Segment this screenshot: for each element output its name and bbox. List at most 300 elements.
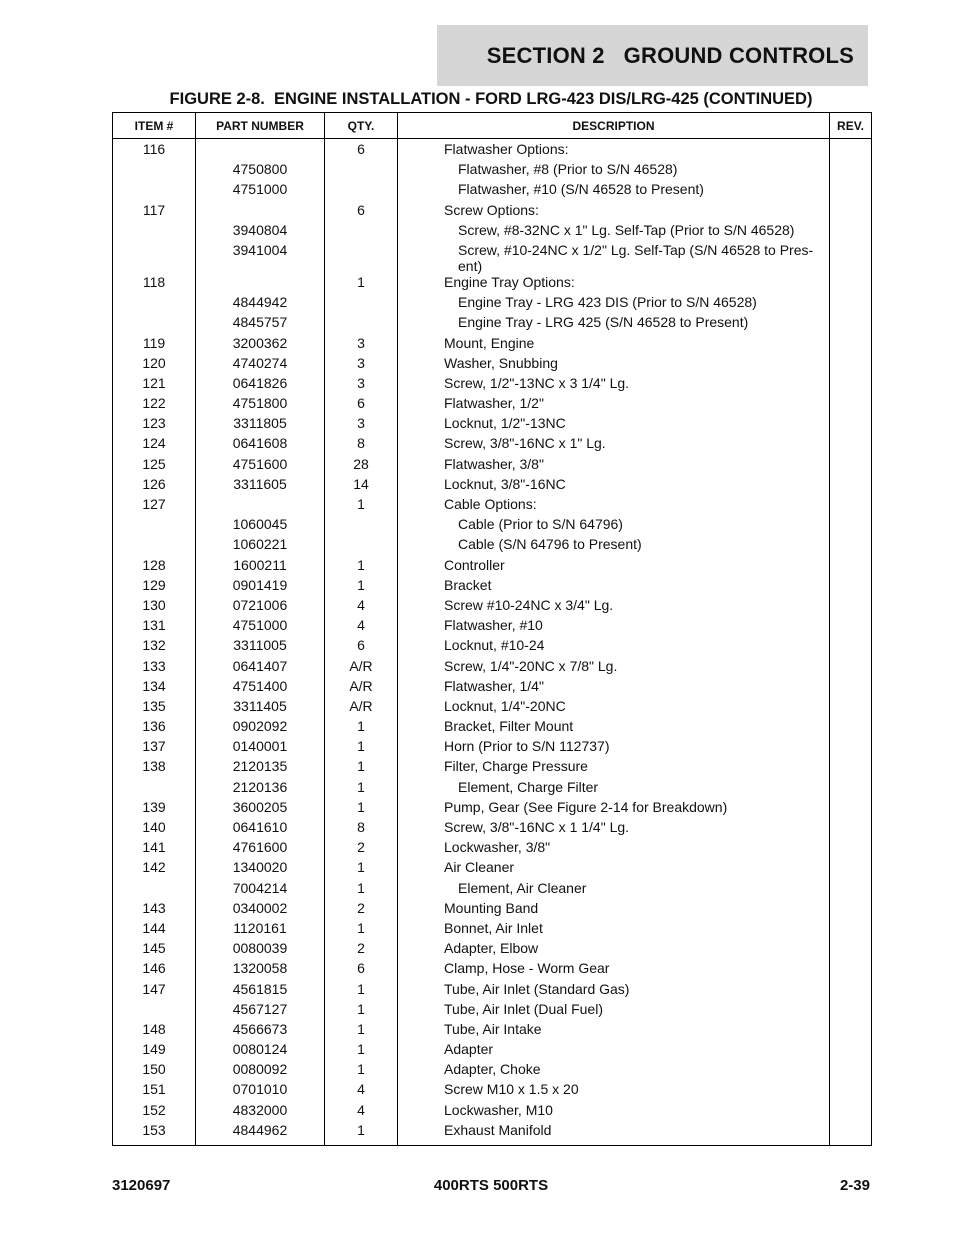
cell-part-number: 4751400 (196, 678, 325, 698)
cell-description: Locknut, 1/4"-20NC (398, 698, 830, 718)
table-row (113, 1102, 872, 1122)
cell-revision (830, 496, 872, 516)
cell-quantity (325, 161, 398, 181)
cell-revision (830, 1021, 872, 1041)
cell-quantity: 1 (325, 1041, 398, 1061)
cell-description: Air Cleaner (398, 859, 830, 879)
cell-description: Engine Tray - LRG 423 DIS (Prior to S/N 46528) (398, 294, 830, 314)
cell-revision (830, 940, 872, 960)
cell-item-number: 122 (113, 395, 196, 415)
table-row (113, 597, 872, 617)
cell-part-number: 4832000 (196, 1102, 325, 1122)
cell-quantity: 1 (325, 738, 398, 758)
cell-item-number: 116 (113, 139, 196, 162)
cell-item-number: 131 (113, 617, 196, 637)
cell-part-number (196, 139, 325, 162)
cell-revision (830, 274, 872, 294)
cell-quantity: 2 (325, 900, 398, 920)
cell-quantity (325, 181, 398, 201)
cell-part-number (196, 202, 325, 222)
cell-quantity (325, 222, 398, 242)
cell-description: Flatwasher Options: (398, 139, 830, 162)
cell-description: Flatwasher, 1/4" (398, 678, 830, 698)
cell-description: Adapter, Elbow (398, 940, 830, 960)
table-row (113, 435, 872, 455)
cell-part-number: 4844942 (196, 294, 325, 314)
cell-quantity: 28 (325, 456, 398, 476)
column-header-rev: REV. (830, 113, 872, 139)
cell-quantity: 1 (325, 779, 398, 799)
cell-description: Screw, 1/4"-20NC x 7/8" Lg. (398, 658, 830, 678)
cell-item-number: 150 (113, 1061, 196, 1081)
table-row (113, 1041, 872, 1061)
cell-part-number: 4751600 (196, 456, 325, 476)
cell-description: Cable (S/N 64796 to Present) (398, 536, 830, 556)
table-header-row (113, 113, 872, 139)
cell-revision (830, 202, 872, 222)
cell-revision (830, 839, 872, 859)
table-row (113, 940, 872, 960)
cell-revision (830, 476, 872, 496)
table-row (113, 476, 872, 496)
cell-description: Filter, Charge Pressure (398, 758, 830, 778)
table-row (113, 274, 872, 294)
cell-description: Flatwasher, #10 (S/N 46528 to Present) (398, 181, 830, 201)
cell-part-number: 4750800 (196, 161, 325, 181)
cell-item-number (113, 1001, 196, 1021)
cell-quantity: 1 (325, 981, 398, 1001)
table-row (113, 758, 872, 778)
cell-revision (830, 557, 872, 577)
cell-part-number: 0140001 (196, 738, 325, 758)
cell-description: Horn (Prior to S/N 112737) (398, 738, 830, 758)
cell-revision (830, 456, 872, 476)
cell-item-number (113, 181, 196, 201)
cell-part-number: 1060221 (196, 536, 325, 556)
cell-quantity: 1 (325, 577, 398, 597)
cell-quantity: 1 (325, 496, 398, 516)
cell-description: Screw, 3/8"-16NC x 1" Lg. (398, 435, 830, 455)
cell-item-number: 124 (113, 435, 196, 455)
table-row (113, 900, 872, 920)
table-row (113, 718, 872, 738)
cell-quantity: 3 (325, 355, 398, 375)
cell-description: Screw, #10-24NC x 1/2" Lg. Self-Tap (S/N 46528 to Pres-ent) (398, 242, 830, 274)
cell-quantity: 1 (325, 274, 398, 294)
cell-part-number: 4751000 (196, 617, 325, 637)
cell-item-number: 130 (113, 597, 196, 617)
cell-item-number: 133 (113, 658, 196, 678)
cell-description: Locknut, 1/2"-13NC (398, 415, 830, 435)
cell-revision (830, 1122, 872, 1146)
cell-revision (830, 1061, 872, 1081)
cell-item-number: 147 (113, 981, 196, 1001)
table-row (113, 557, 872, 577)
table-row (113, 658, 872, 678)
cell-quantity: 1 (325, 859, 398, 879)
cell-item-number: 126 (113, 476, 196, 496)
cell-part-number: 0080039 (196, 940, 325, 960)
cell-description: Mount, Engine (398, 335, 830, 355)
cell-quantity: 4 (325, 1102, 398, 1122)
table-row (113, 779, 872, 799)
cell-quantity (325, 242, 398, 274)
cell-quantity: 3 (325, 375, 398, 395)
cell-quantity: 1 (325, 718, 398, 738)
cell-quantity: 1 (325, 1122, 398, 1146)
table-row (113, 617, 872, 637)
cell-quantity: 2 (325, 940, 398, 960)
table-row (113, 202, 872, 222)
cell-description: Screw #10-24NC x 3/4" Lg. (398, 597, 830, 617)
cell-item-number: 149 (113, 1041, 196, 1061)
cell-item-number: 153 (113, 1122, 196, 1146)
cell-revision (830, 577, 872, 597)
cell-part-number: 2120135 (196, 758, 325, 778)
cell-part-number: 4566673 (196, 1021, 325, 1041)
cell-quantity: A/R (325, 678, 398, 698)
cell-description: Locknut, 3/8"-16NC (398, 476, 830, 496)
cell-item-number: 144 (113, 920, 196, 940)
cell-item-number: 128 (113, 557, 196, 577)
table-row (113, 516, 872, 536)
cell-part-number: 1340020 (196, 859, 325, 879)
cell-revision (830, 435, 872, 455)
column-header-qty: QTY. (325, 113, 398, 139)
table-row (113, 294, 872, 314)
table-row (113, 577, 872, 597)
cell-part-number: 4844962 (196, 1122, 325, 1146)
cell-description: Element, Charge Filter (398, 779, 830, 799)
table-row (113, 139, 872, 162)
cell-revision (830, 819, 872, 839)
cell-part-number: 0641610 (196, 819, 325, 839)
cell-revision (830, 335, 872, 355)
cell-part-number: 4740274 (196, 355, 325, 375)
cell-quantity: 1 (325, 920, 398, 940)
cell-item-number (113, 222, 196, 242)
cell-item-number: 117 (113, 202, 196, 222)
cell-revision (830, 355, 872, 375)
table-row (113, 637, 872, 657)
cell-revision (830, 900, 872, 920)
cell-revision (830, 859, 872, 879)
cell-item-number: 135 (113, 698, 196, 718)
cell-item-number: 127 (113, 496, 196, 516)
cell-description: Adapter (398, 1041, 830, 1061)
cell-part-number: 0641407 (196, 658, 325, 678)
cell-revision (830, 981, 872, 1001)
table-row (113, 335, 872, 355)
cell-part-number: 4761600 (196, 839, 325, 859)
cell-description: Cable Options: (398, 496, 830, 516)
column-header-item: ITEM # (113, 113, 196, 139)
cell-revision (830, 637, 872, 657)
figure-title: FIGURE 2-8. ENGINE INSTALLATION - FORD LRG-423 DIS/LRG-425 (CONTINUED) (169, 90, 813, 108)
cell-item-number: 145 (113, 940, 196, 960)
cell-item-number: 148 (113, 1021, 196, 1041)
cell-item-number: 151 (113, 1081, 196, 1101)
cell-revision (830, 658, 872, 678)
table-row (113, 536, 872, 556)
table-row (113, 1081, 872, 1101)
cell-item-number (113, 880, 196, 900)
table-row (113, 222, 872, 242)
parts-table (112, 112, 872, 1146)
cell-quantity: 1 (325, 1061, 398, 1081)
cell-item-number: 121 (113, 375, 196, 395)
cell-description: Flatwasher, 3/8" (398, 456, 830, 476)
cell-quantity: A/R (325, 698, 398, 718)
cell-item-number (113, 294, 196, 314)
cell-item-number (113, 516, 196, 536)
cell-description: Flatwasher, 1/2" (398, 395, 830, 415)
cell-part-number: 1600211 (196, 557, 325, 577)
cell-revision (830, 536, 872, 556)
cell-item-number: 137 (113, 738, 196, 758)
cell-revision (830, 678, 872, 698)
cell-description: Lockwasher, 3/8" (398, 839, 830, 859)
table-row (113, 1021, 872, 1041)
table-row (113, 960, 872, 980)
cell-item-number: 142 (113, 859, 196, 879)
cell-part-number: 3200362 (196, 335, 325, 355)
cell-revision (830, 395, 872, 415)
cell-item-number: 118 (113, 274, 196, 294)
cell-quantity (325, 516, 398, 536)
cell-quantity: 3 (325, 335, 398, 355)
cell-part-number: 0901419 (196, 577, 325, 597)
cell-description: Controller (398, 557, 830, 577)
table-row (113, 738, 872, 758)
cell-description: Element, Air Cleaner (398, 880, 830, 900)
cell-quantity (325, 294, 398, 314)
table-row (113, 1122, 872, 1146)
cell-part-number (196, 274, 325, 294)
cell-description: Tube, Air Inlet (Standard Gas) (398, 981, 830, 1001)
cell-description: Bracket, Filter Mount (398, 718, 830, 738)
cell-description: Washer, Snubbing (398, 355, 830, 375)
cell-quantity: 1 (325, 880, 398, 900)
cell-part-number (196, 496, 325, 516)
page-footer (112, 1177, 870, 1197)
cell-item-number: 139 (113, 799, 196, 819)
cell-description: Bracket (398, 577, 830, 597)
table-row (113, 819, 872, 839)
cell-quantity (325, 314, 398, 334)
cell-revision (830, 161, 872, 181)
table-row (113, 981, 872, 1001)
cell-revision (830, 920, 872, 940)
cell-part-number: 1060045 (196, 516, 325, 536)
cell-revision (830, 718, 872, 738)
table-row (113, 456, 872, 476)
cell-part-number: 0080124 (196, 1041, 325, 1061)
cell-item-number: 136 (113, 718, 196, 738)
cell-revision (830, 698, 872, 718)
cell-quantity: A/R (325, 658, 398, 678)
cell-item-number: 141 (113, 839, 196, 859)
cell-part-number: 4845757 (196, 314, 325, 334)
cell-quantity: 1 (325, 1021, 398, 1041)
cell-description: Locknut, #10-24 (398, 637, 830, 657)
cell-part-number: 7004214 (196, 880, 325, 900)
cell-part-number: 2120136 (196, 779, 325, 799)
cell-item-number: 119 (113, 335, 196, 355)
cell-part-number: 4751000 (196, 181, 325, 201)
cell-quantity: 3 (325, 415, 398, 435)
cell-item-number (113, 161, 196, 181)
cell-quantity: 4 (325, 1081, 398, 1101)
cell-revision (830, 294, 872, 314)
cell-item-number: 132 (113, 637, 196, 657)
cell-revision (830, 139, 872, 162)
cell-revision (830, 1102, 872, 1122)
cell-item-number: 134 (113, 678, 196, 698)
cell-description: Pump, Gear (See Figure 2-14 for Breakdown) (398, 799, 830, 819)
cell-description: Exhaust Manifold (398, 1122, 830, 1146)
cell-quantity: 6 (325, 960, 398, 980)
cell-description: Screw, 3/8"-16NC x 1 1/4" Lg. (398, 819, 830, 839)
cell-description: Cable (Prior to S/N 64796) (398, 516, 830, 536)
cell-quantity: 1 (325, 799, 398, 819)
cell-part-number: 0340002 (196, 900, 325, 920)
cell-description: Clamp, Hose - Worm Gear (398, 960, 830, 980)
cell-description: Mounting Band (398, 900, 830, 920)
table-row (113, 698, 872, 718)
table-row (113, 314, 872, 334)
cell-revision (830, 738, 872, 758)
cell-description: Screw, 1/2"-13NC x 3 1/4" Lg. (398, 375, 830, 395)
cell-part-number: 3311805 (196, 415, 325, 435)
cell-revision (830, 314, 872, 334)
cell-description: Engine Tray - LRG 425 (S/N 46528 to Present) (398, 314, 830, 334)
cell-description: Screw Options: (398, 202, 830, 222)
cell-description: Engine Tray Options: (398, 274, 830, 294)
footer-page-number: 2-39 (839, 1177, 870, 1194)
parts-table-body (113, 139, 872, 1146)
cell-part-number: 3311605 (196, 476, 325, 496)
cell-quantity (325, 536, 398, 556)
cell-item-number: 152 (113, 1102, 196, 1122)
cell-description: Tube, Air Intake (398, 1021, 830, 1041)
cell-description: Flatwasher, #10 (398, 617, 830, 637)
table-row (113, 395, 872, 415)
cell-revision (830, 597, 872, 617)
cell-revision (830, 799, 872, 819)
cell-quantity: 2 (325, 839, 398, 859)
cell-revision (830, 960, 872, 980)
cell-part-number: 4567127 (196, 1001, 325, 1021)
cell-revision (830, 779, 872, 799)
cell-part-number: 0721006 (196, 597, 325, 617)
cell-item-number (113, 314, 196, 334)
cell-quantity: 6 (325, 202, 398, 222)
cell-item-number: 120 (113, 355, 196, 375)
cell-description: Screw, #8-32NC x 1" Lg. Self-Tap (Prior to S/N 46528) (398, 222, 830, 242)
cell-item-number (113, 536, 196, 556)
cell-part-number: 0641826 (196, 375, 325, 395)
cell-part-number: 3311405 (196, 698, 325, 718)
cell-item-number: 129 (113, 577, 196, 597)
cell-part-number: 4751800 (196, 395, 325, 415)
section-title: SECTION 2 GROUND CONTROLS (486, 42, 854, 68)
table-row (113, 161, 872, 181)
cell-item-number (113, 242, 196, 274)
cell-part-number: 0701010 (196, 1081, 325, 1101)
cell-quantity: 14 (325, 476, 398, 496)
cell-quantity: 1 (325, 557, 398, 577)
table-row (113, 920, 872, 940)
cell-part-number: 3940804 (196, 222, 325, 242)
cell-part-number: 0641608 (196, 435, 325, 455)
footer-doc-number: 3120697 (112, 1177, 171, 1194)
cell-revision (830, 415, 872, 435)
cell-quantity: 8 (325, 819, 398, 839)
cell-item-number: 140 (113, 819, 196, 839)
cell-item-number (113, 779, 196, 799)
cell-quantity: 4 (325, 597, 398, 617)
cell-quantity: 6 (325, 139, 398, 162)
cell-description: Lockwasher, M10 (398, 1102, 830, 1122)
cell-part-number: 4561815 (196, 981, 325, 1001)
table-row (113, 181, 872, 201)
cell-quantity: 1 (325, 1001, 398, 1021)
cell-revision (830, 242, 872, 274)
column-header-part-number: PART NUMBER (196, 113, 325, 139)
table-row (113, 375, 872, 395)
cell-revision (830, 1041, 872, 1061)
cell-quantity: 8 (325, 435, 398, 455)
table-row (113, 859, 872, 879)
cell-description: Flatwasher, #8 (Prior to S/N 46528) (398, 161, 830, 181)
table-row (113, 242, 872, 274)
cell-quantity: 6 (325, 395, 398, 415)
cell-item-number: 123 (113, 415, 196, 435)
cell-revision (830, 375, 872, 395)
cell-revision (830, 1001, 872, 1021)
cell-description: Adapter, Choke (398, 1061, 830, 1081)
cell-part-number: 3600205 (196, 799, 325, 819)
cell-quantity: 4 (325, 617, 398, 637)
table-row (113, 496, 872, 516)
table-row (113, 355, 872, 375)
cell-revision (830, 181, 872, 201)
table-row (113, 799, 872, 819)
cell-item-number: 138 (113, 758, 196, 778)
column-header-description: DESCRIPTION (398, 113, 830, 139)
cell-quantity: 6 (325, 637, 398, 657)
cell-part-number: 0902092 (196, 718, 325, 738)
cell-revision (830, 617, 872, 637)
cell-revision (830, 222, 872, 242)
cell-revision (830, 516, 872, 536)
section-header (437, 25, 868, 86)
cell-item-number: 146 (113, 960, 196, 980)
table-row (113, 1001, 872, 1021)
cell-description: Bonnet, Air Inlet (398, 920, 830, 940)
cell-part-number: 0080092 (196, 1061, 325, 1081)
footer-models: 400RTS 500RTS (433, 1177, 549, 1194)
cell-item-number: 125 (113, 456, 196, 476)
table-row (113, 880, 872, 900)
table-row (113, 678, 872, 698)
cell-part-number: 1120161 (196, 920, 325, 940)
cell-description: Screw M10 x 1.5 x 20 (398, 1081, 830, 1101)
table-row (113, 415, 872, 435)
cell-part-number: 3941004 (196, 242, 325, 274)
table-row (113, 839, 872, 859)
